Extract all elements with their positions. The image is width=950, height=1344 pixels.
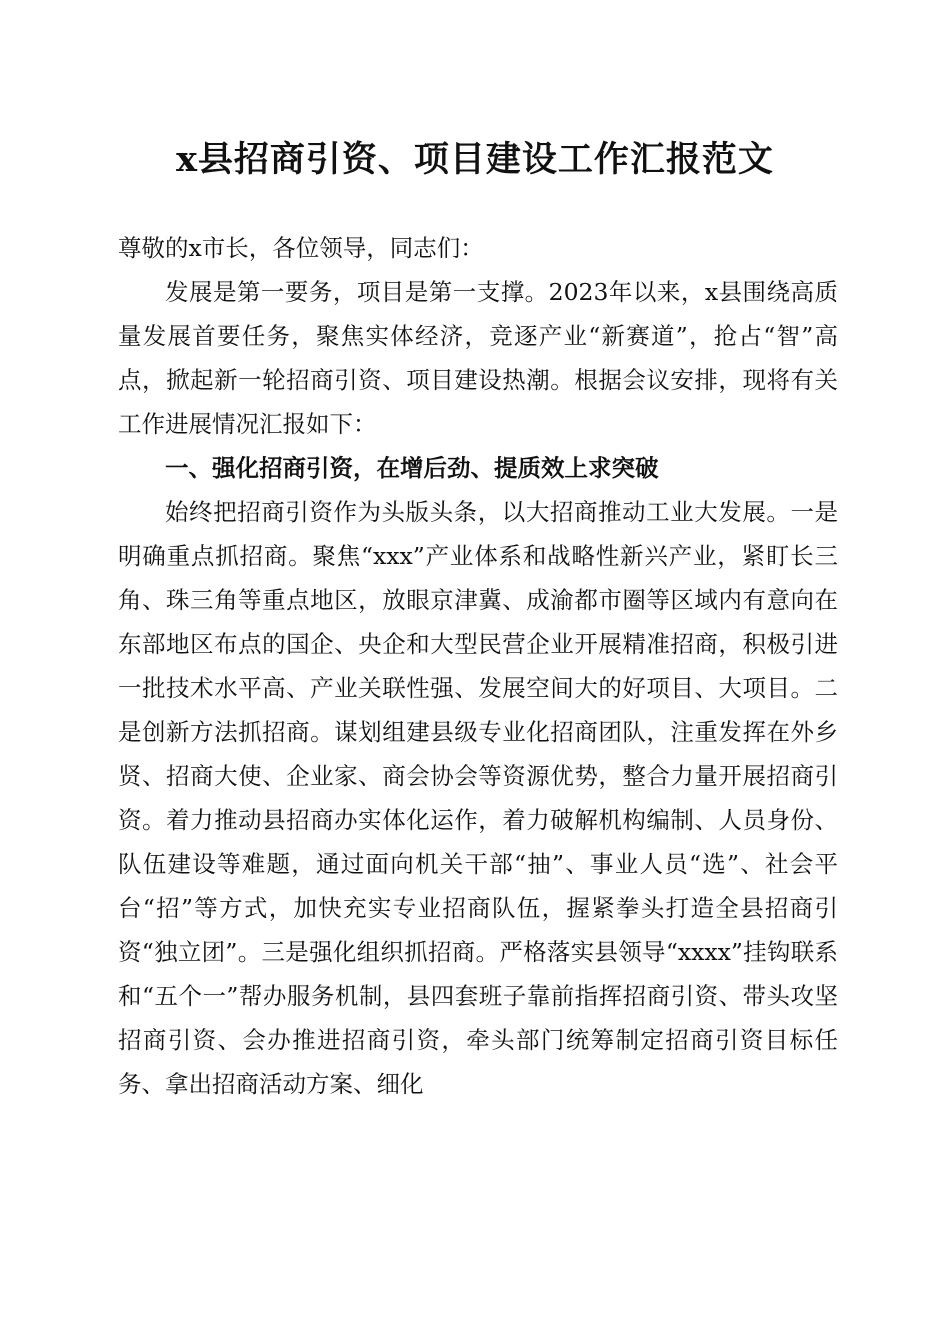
intro-paragraph: 发展是第一要务，项目是第一支撑。2023年以来，x县围绕高质量发展首要任务，聚焦实体经济，竞逐产业“新赛道”，抢占“智”高点，掀起新一轮招商引资、项目建设热潮。根据会议安排，现将有关工作进展情况汇报如下： [118,278,838,438]
document-title: x县招商引资、项目建设工作汇报范文 [176,139,774,180]
document-body [118,226,838,1106]
salutation: 尊敬的x市长，各位领导，同志们： [118,234,484,262]
section-paragraph: 始终把招商引资作为头版头条，以大招商推动工业大发展。一是明确重点抓招商。聚焦“xxx”产业体系和战略性新兴产业，紧盯长三角、珠三角等重点地区，放眼京津冀、成渝都市圈等区域内有意向在东部地区布点的国企、央企和大型民营企业开展精准招商，积极引进一批技术水平高、产业关联性强、发展空间大的好项目、大项目。二是创新方法抓招商。谋划组建县级专业化招商团队，注重发挥在外乡贤、招商大使、企业家、商会协会等资源优势，整合力量开展招商引资。着力推动县招商办实体化运作，着力破解机构编制、人员身份、队伍建设等难题，通过面向机关干部“抽”、事业人员“选”、社会平台“招”等方式，加快充实专业招商队伍，握紧拳头打造全县招商引资“独立团”。三是强化组织抓招商。严格落实县领导“xxxx”挂钩联系和“五个一”帮办服务机制，县四套班子靠前指挥招商引资、带头攻坚招商引资、会办推进招商引资，牵头部门统筹制定招商引资目标任务、拿出招商活动方案、细化 [118,498,838,1098]
section-heading: 一、强化招商引资，在增后劲、提质效上求突破 [165,454,659,482]
